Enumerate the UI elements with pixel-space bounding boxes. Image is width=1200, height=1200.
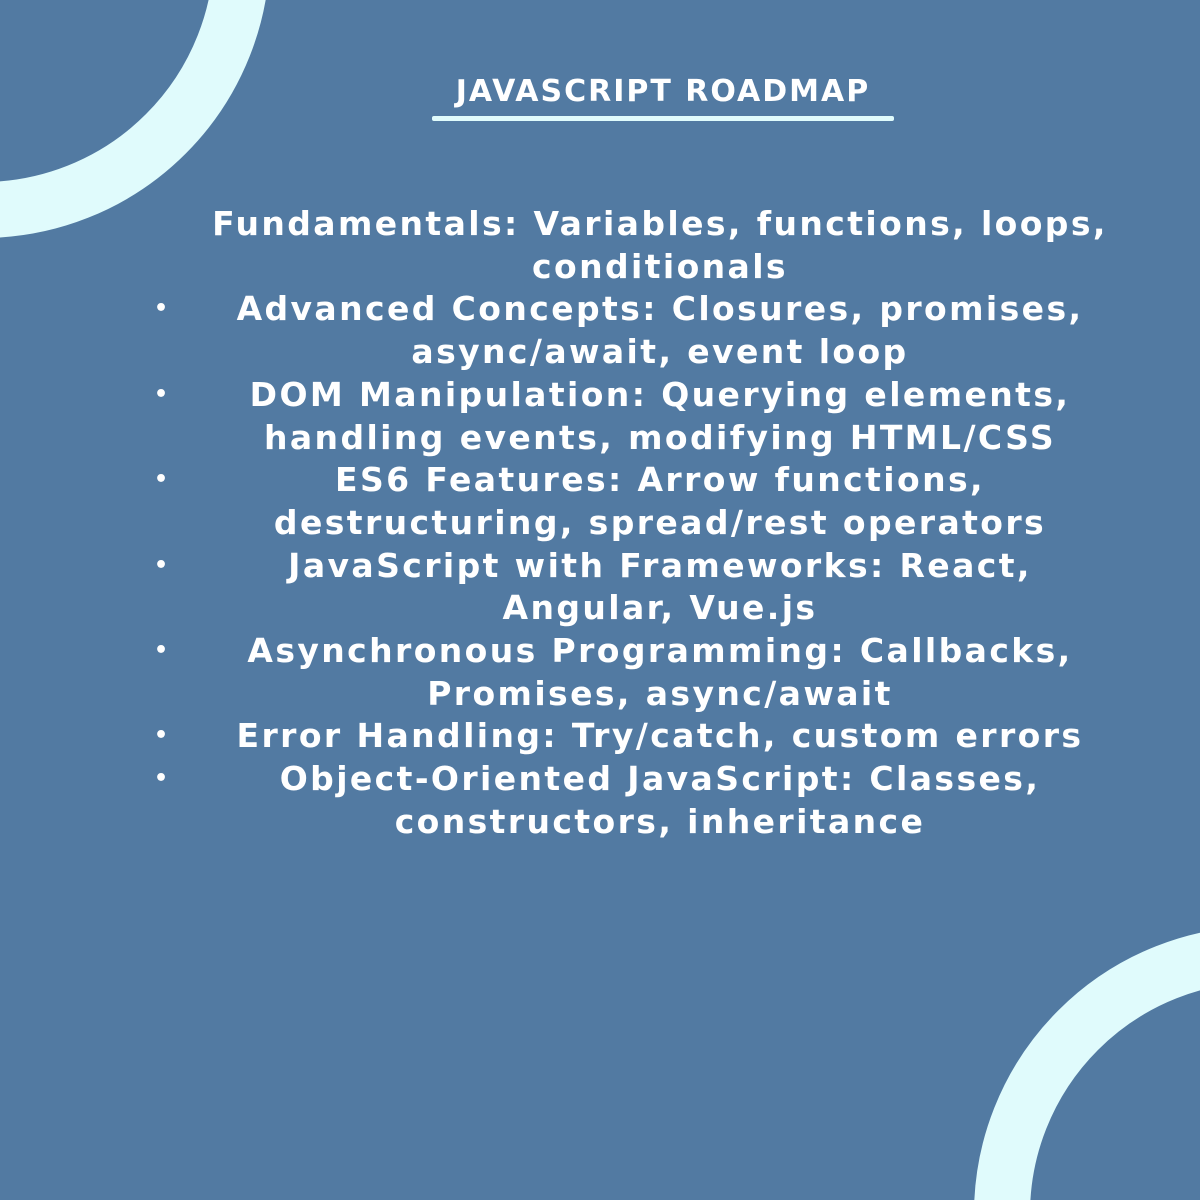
topic-list bbox=[150, 203, 1150, 844]
topic-item bbox=[150, 459, 1150, 544]
topic-item bbox=[150, 715, 1150, 758]
topic-text: Advanced Concepts: Closures, promises, async/await, event loop bbox=[236, 289, 1084, 372]
topic-text: Error Handling: Try/catch, custom errors bbox=[236, 716, 1084, 756]
topic-item bbox=[150, 630, 1150, 715]
bullet-icon: • bbox=[154, 723, 171, 749]
bullet-icon: • bbox=[154, 296, 171, 322]
bullet-icon: • bbox=[154, 381, 171, 407]
poster-title: JAVASCRIPT ROADMAP bbox=[455, 74, 871, 109]
decorative-ring-bottom-right bbox=[974, 926, 1200, 1200]
topic-text: Asynchronous Programming: Callbacks, Promises, async/await bbox=[247, 631, 1073, 713]
bullet-icon: • bbox=[154, 638, 171, 664]
topic-item bbox=[150, 288, 1150, 373]
topic-text: DOM Manipulation: Querying elements, handling events, modifying HTML/CSS bbox=[249, 374, 1071, 457]
topic-item bbox=[150, 758, 1150, 843]
topic-text: ES6 Features: Arrow functions, destructuring, spread/rest operators bbox=[273, 460, 1047, 542]
bullet-icon: • bbox=[154, 766, 171, 792]
bullet-icon: • bbox=[154, 467, 171, 493]
topic-text: Fundamentals: Variables, functions, loops, conditionals bbox=[212, 204, 1108, 286]
topic-item bbox=[150, 545, 1150, 630]
topic-item bbox=[150, 203, 1150, 288]
bullet-icon: • bbox=[154, 552, 171, 578]
title-underline bbox=[432, 116, 894, 121]
topic-item bbox=[150, 374, 1150, 459]
topic-text: JavaScript with Frameworks: React, Angular, Vue.js bbox=[288, 545, 1032, 628]
topic-text: Object-Oriented JavaScript: Classes, constructors, inheritance bbox=[279, 759, 1041, 841]
